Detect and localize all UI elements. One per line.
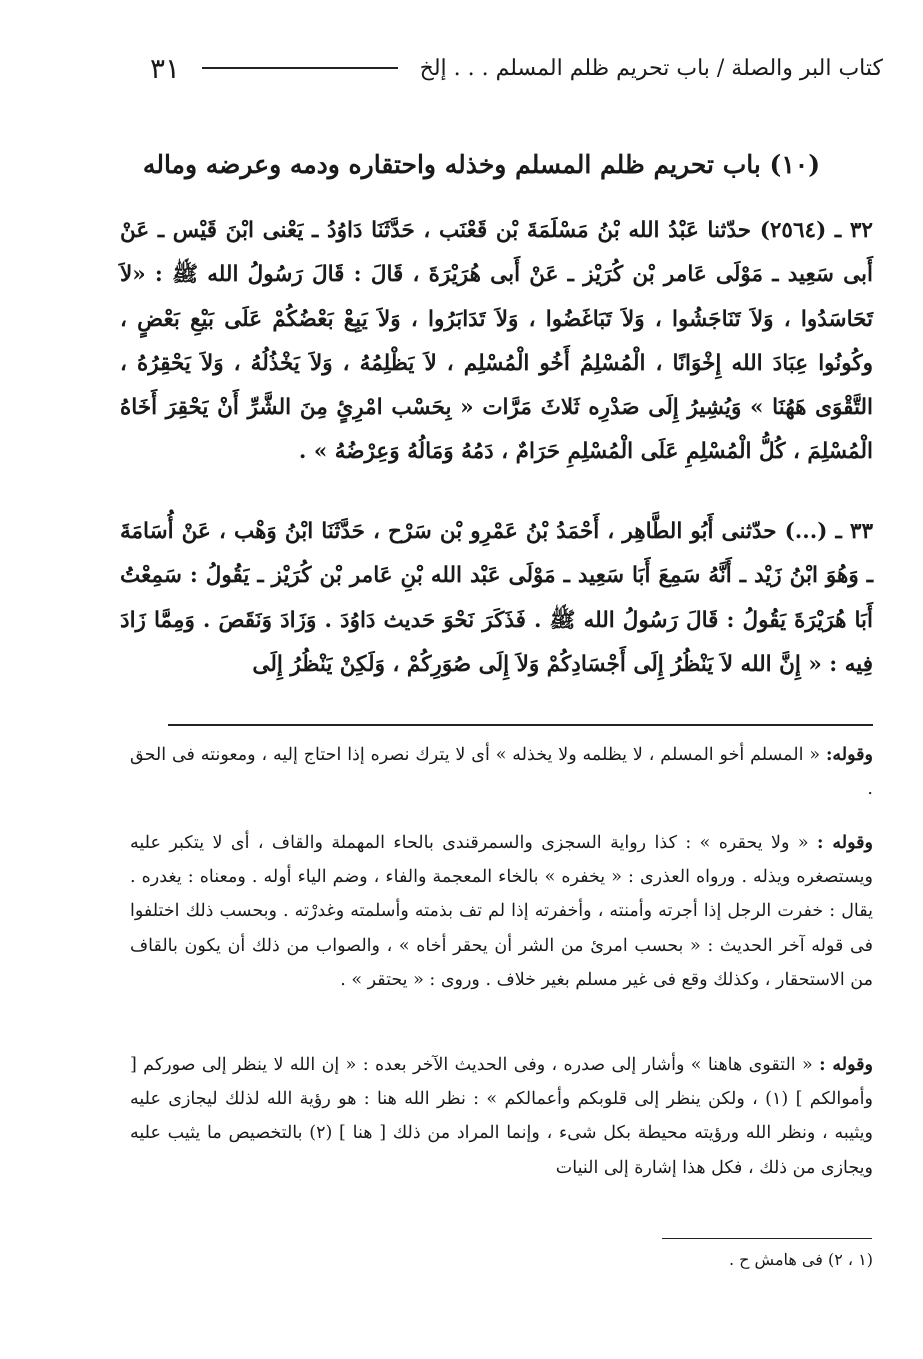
hadith-32 xyxy=(120,209,873,475)
hadith-text: حدّثنا عَبْدُ الله بْنُ مَسْلَمَةَ بْن قَعْنَب ، حَدَّثَنَا دَاوُدُ ـ يَعْنى ابْنَ قَيْس ـ عَنْ أَبى سَعِيد ـ مَوْلَى عَامر بْن كُرَيْز ـ عَنْ أَبى هُرَيْرَةَ ، قَالَ : قَالَ رَسُولُ الله ﷺ : «لاَ تَحَاسَدُوا ، وَلاَ تَنَاجَشُوا ، وَلاَ تَبَاغَضُوا ، وَلاَ تَدَابَرُوا ، وَلاَ يَبِعْ بَعْضُكُمْ عَلَى بَيْعِ بَعْضٍ ، وكُونُوا عِبَادَ الله إِخْوَانًا ، الْمُسْلِمُ أَخُو الْمُسْلِم ، لاَ يَظْلِمُهُ ، وَلاَ يَخْذُلُهُ ، وَلاَ يَحْقِرُهُ ، التَّقْوَى هَهُنَا » وَيُشِيرُ إِلَى صَدْرِه ثَلاثَ مَرَّات « بِحَسْب امْرِئٍ مِنَ الشَّرِّ أَنْ يَحْقِرَ أَخَاهُ الْمُسْلِمَ ، كُلُّ الْمُسْلِمِ عَلَى الْمُسْلِمِ حَرَامٌ ، دَمُهُ وَمَالُهُ وَعِرْضُهُ » . xyxy=(120,218,873,465)
running-head-title: كتاب البر والصلة / باب تحريم ظلم المسلم . . . إلخ xyxy=(419,55,883,81)
hadith-text: حدّثنى أَبُو الطَّاهِر ، أَحْمَدُ بْنُ عَمْرِو بْن سَرْح ، حَدَّثَنَا ابْنُ وَهْب ، عَنْ أُسَامَةَ ـ وَهُوَ ابْنُ زَيْد ـ أَنَّهُ سَمِعَ أَبَا سَعِيد ـ مَوْلَى عَبْد الله بْنِ عَامر بْن كُرَيْز ـ يَقُولُ : سَمِعْتُ أَبَا هُرَيْرَةَ يَقُولُ : قَالَ رَسُولُ الله ﷺ . فَذَكَرَ نَحْوَ حَديث دَاوُدَ . وَزَادَ وَنَقَصَ . وَمِمَّا زَادَ فِيه : « إِنَّ الله لاَ يَنْظُرُ إِلَى أَجْسَادِكُمْ وَلاَ إِلَى صُوَرِكُمْ ، وَلَكِنْ يَنْظُرُ إِلَى xyxy=(120,519,873,677)
hadith-33 xyxy=(120,510,873,687)
footnote-divider xyxy=(662,1238,872,1239)
commentary-note xyxy=(130,738,873,806)
page-number: ٣١ xyxy=(150,51,181,85)
note-label: وقوله: xyxy=(825,745,873,765)
running-head xyxy=(150,48,883,88)
chapter-title: (١٠) باب تحريم ظلم المسلم وخذله واحتقاره ودمه وعرضه وماله xyxy=(142,150,821,179)
commentary-note xyxy=(130,826,873,997)
commentary-note xyxy=(130,1048,873,1185)
hadith-number: ٣٢ ـ (٢٥٦٤) xyxy=(759,218,873,243)
note-text: « التقوى هاهنا » وأشار إلى صدره ، وفى الحديث الآخر بعده : « إن الله لا ينظر إلى صوركم [ وأموالكم ] (١) ، ولكن ينظر إلى قلوبكم وأعمالكم » : نظر الله هنا : هو رؤية الله لذلك ليجازى عليه ويثيبه ، ونظر الله ورؤيته محيطة بكل شىء ، وإنما المراد من ذلك [ هنا ] (٢) بالتخصيص ما يثيب عليه ويجازى من ذلك ، فكل هذا إشارة إلى النيات xyxy=(130,1055,873,1178)
note-label: وقوله : xyxy=(817,833,873,853)
note-text: « المسلم أخو المسلم ، لا يظلمه ولا يخذله » أى لا يترك نصره إذا احتاج إليه ، ومعونته فى الحق . xyxy=(130,745,873,800)
hadith-number: ٣٣ ـ (...) xyxy=(784,519,873,544)
running-head-rule xyxy=(202,67,398,69)
footnote: (١ ، ٢) فى هامش ح . xyxy=(728,1250,873,1269)
note-text: « ولا يحقره » : كذا رواية السجزى والسمرقندى بالحاء المهملة والقاف ، أى لا يتكبر عليه ويستصغره ويذله . ورواه العذرى : « يخفره » بالخاء المعجمة والفاء ، وضم الياء أوله . ومعناه : يغدره . يقال : خفرت الرجل إذا أجرته وأمنته ، وأخفرته إذا لم تف بذمته وأسلمته وغدرْته . وبحسب ذلك اختلفوا فى قوله آخر الحديث : « بحسب امرئ من الشر أن يحقر أخاه » ، والصواب من ذلك أن يكون بالقاف من الاستحقار ، وكذلك وقع فى غير مسلم بغير خلاف . وروى : « يحتقر » . xyxy=(130,833,873,990)
note-label: وقوله : xyxy=(819,1055,873,1075)
commentary-divider xyxy=(168,724,873,726)
